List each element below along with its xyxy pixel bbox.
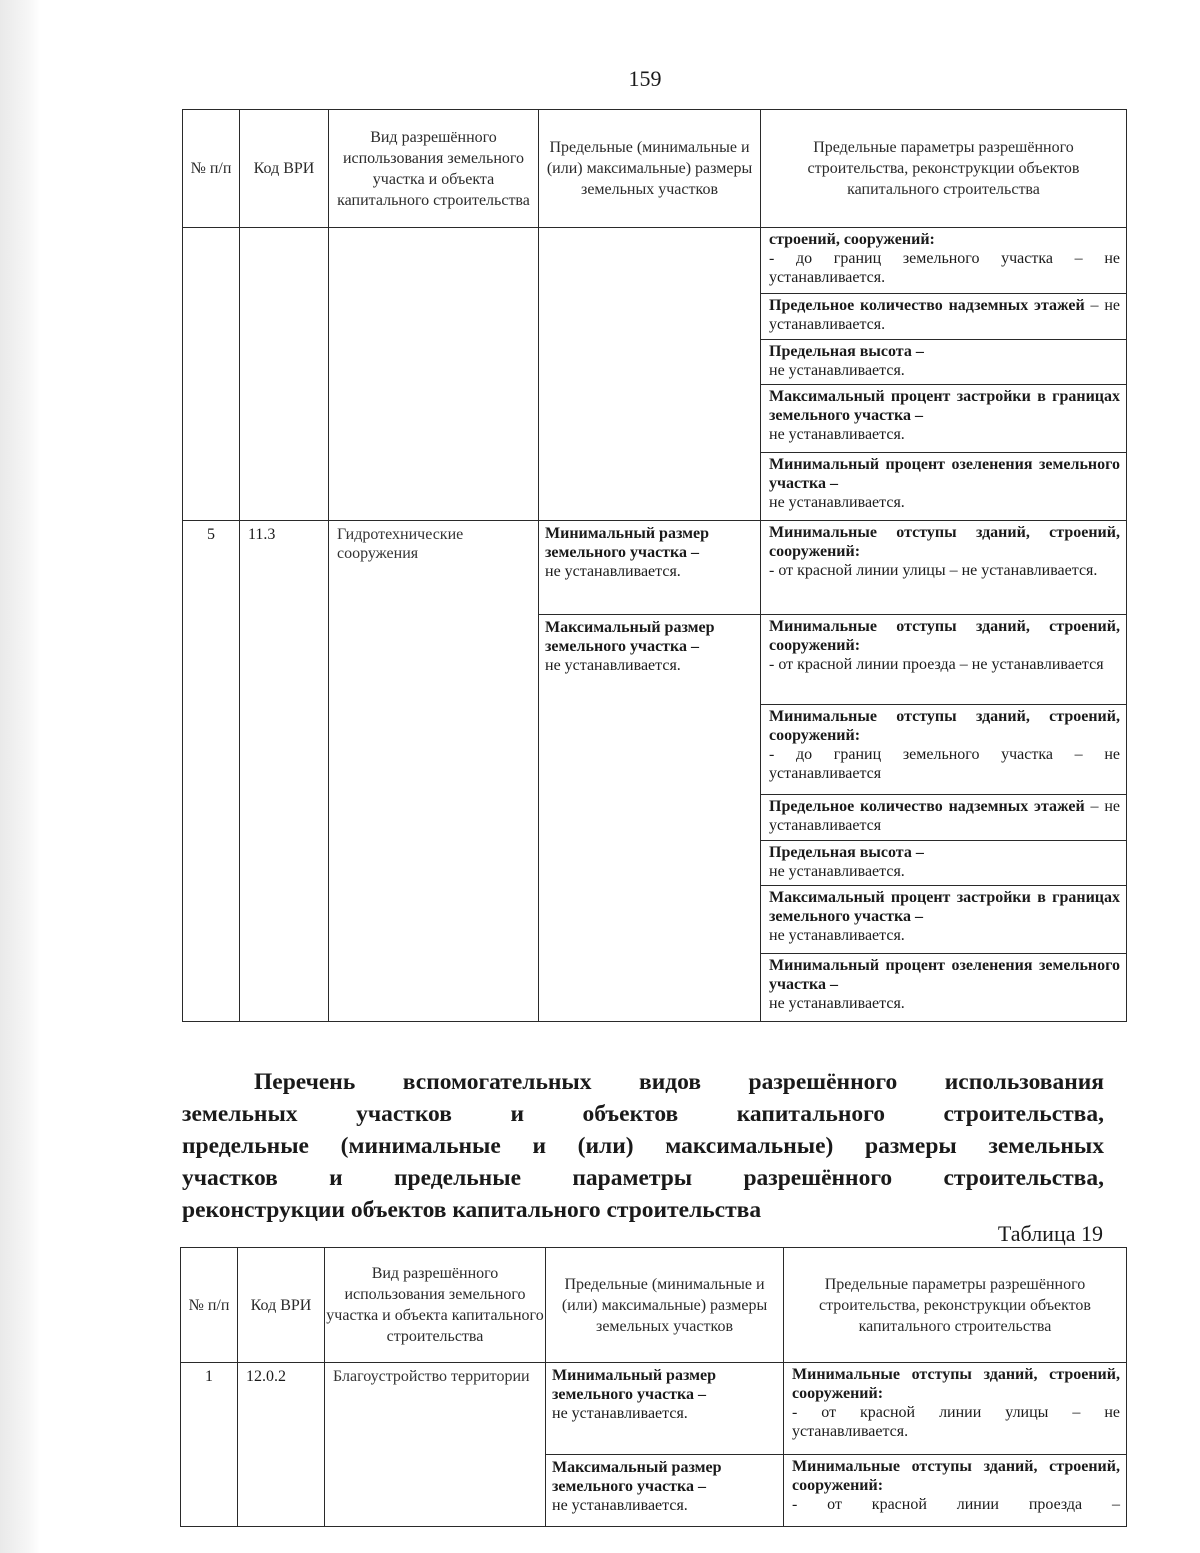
param-heading: Минимальные отступы зданий, строений, сооружений: (792, 1458, 1120, 1494)
size-heading: Максимальный размер земельного участка – (545, 619, 715, 655)
empty-cell (329, 228, 539, 521)
param-cell (761, 795, 1127, 841)
param-cell (761, 705, 1127, 795)
table-row (181, 1363, 1127, 1455)
auxiliary-land-use-table (180, 1247, 1127, 1527)
size-value: не устанавливается. (545, 657, 681, 674)
param-cell (761, 521, 1127, 615)
size-heading: Минимальный размер земельного участка – (545, 525, 710, 561)
heading-line: участков и предельные параметры разрешённого строительства, (182, 1165, 1104, 1191)
param-value: – не устанавливается. (769, 297, 1120, 333)
table-header-row (183, 110, 1127, 228)
param-heading: Максимальный процент застройки в границах земельного участка – (769, 889, 1120, 925)
row-number: 1 (181, 1363, 238, 1527)
heading-line: Перечень вспомогательных видов разрешённого использования (254, 1069, 1104, 1095)
header-code: Код ВРИ (240, 110, 329, 228)
row-name: Гидротехнические сооружения (329, 521, 539, 1022)
header-sizes: Предельные (минимальные и (или) максимальные) размеры земельных участков (546, 1248, 784, 1363)
header-type: Вид разрешённого использования земельного участка и объекта капитального строительства (325, 1248, 546, 1363)
param-value: - от красной линии проезда – (792, 1496, 1120, 1513)
scan-edge-shadow (0, 0, 40, 1553)
param-heading: строений, сооружений: (769, 231, 935, 248)
header-no: № п/п (183, 110, 240, 228)
row-name: Благоустройство территории (325, 1363, 546, 1527)
max-size-cell (546, 1455, 784, 1527)
table-header-row (181, 1248, 1127, 1363)
param-cell (761, 841, 1127, 886)
param-heading: Предельная высота – (769, 343, 924, 360)
table-row (183, 521, 1127, 615)
min-size-cell (539, 521, 761, 615)
table-row (183, 228, 1127, 294)
param-value: - до границ земельного участка – не устанавливается. (769, 250, 1120, 286)
param-value: не устанавливается. (769, 995, 905, 1012)
section-heading (182, 1066, 1104, 1226)
param-cell (761, 385, 1127, 453)
header-type: Вид разрешённого использования земельного участка и объекта капитального строительства (329, 110, 539, 228)
max-size-cell (539, 615, 761, 1022)
heading-line: предельные (минимальные и (или) максимальные) размеры земельных (182, 1133, 1104, 1159)
param-value: – не устанавливается (769, 798, 1120, 834)
param-heading: Предельная высота – (769, 844, 924, 861)
size-heading: Минимальный размер земельного участка – (552, 1367, 717, 1403)
param-value: - от красной линии проезда – не устанавливается (769, 656, 1104, 673)
row-number: 5 (183, 521, 240, 1022)
param-heading: Минимальные отступы зданий, строений, сооружений: (769, 618, 1120, 654)
param-value: - от красной линии улицы – не устанавливается. (792, 1404, 1120, 1440)
size-value: не устанавливается. (545, 563, 681, 580)
param-heading: Предельное количество надземных этажей (769, 798, 1085, 815)
table-label: Таблица 19 (997, 1221, 1103, 1246)
row-code: 11.3 (240, 521, 329, 1022)
param-value: не устанавливается. (769, 927, 905, 944)
param-heading: Предельное количество надземных этажей (769, 297, 1085, 314)
param-cell (761, 228, 1127, 294)
land-use-table-continued (182, 109, 1127, 1022)
row-code: 12.0.2 (238, 1363, 325, 1527)
empty-cell (539, 228, 761, 521)
header-code: Код ВРИ (238, 1248, 325, 1363)
param-cell (761, 340, 1127, 385)
heading-line: земельных участков и объектов капитального строительства, (182, 1101, 1104, 1127)
param-heading: Минимальный процент озеленения земельного участка – (769, 957, 1120, 993)
param-cell (784, 1363, 1127, 1455)
param-heading: Минимальные отступы зданий, строений, сооружений: (769, 708, 1120, 744)
param-cell (761, 886, 1127, 954)
param-heading: Минимальные отступы зданий, строений, сооружений: (769, 524, 1120, 560)
param-cell (761, 294, 1127, 340)
param-value: не устанавливается. (769, 426, 905, 443)
param-value: - до границ земельного участка – не устанавливается (769, 746, 1120, 782)
param-heading: Минимальный процент озеленения земельного участка – (769, 456, 1120, 492)
empty-cell (240, 228, 329, 521)
header-params: Предельные параметры разрешённого строительства, реконструкции объектов капитального строительства (761, 110, 1127, 228)
min-size-cell (546, 1363, 784, 1455)
header-no: № п/п (181, 1248, 238, 1363)
empty-cell (183, 228, 240, 521)
param-cell (761, 453, 1127, 521)
size-heading: Максимальный размер земельного участка – (552, 1459, 722, 1495)
param-cell (761, 954, 1127, 1022)
param-value: не устанавливается. (769, 362, 905, 379)
param-heading: Максимальный процент застройки в границах земельного участка – (769, 388, 1120, 424)
param-value: - от красной линии улицы – не устанавливается. (769, 562, 1098, 579)
param-cell (784, 1455, 1127, 1527)
header-sizes: Предельные (минимальные и (или) максимальные) размеры земельных участков (539, 110, 761, 228)
size-value: не устанавливается. (552, 1497, 688, 1514)
header-params: Предельные параметры разрешённого строительства, реконструкции объектов капитального строительства (784, 1248, 1127, 1363)
page-number: 159 (628, 66, 662, 91)
param-value: не устанавливается. (769, 494, 905, 511)
param-cell (761, 615, 1127, 705)
heading-line: реконструкции объектов капитального строительства (182, 1197, 762, 1223)
param-value: не устанавливается. (769, 863, 905, 880)
param-heading: Минимальные отступы зданий, строений, сооружений: (792, 1366, 1120, 1402)
size-value: не устанавливается. (552, 1405, 688, 1422)
